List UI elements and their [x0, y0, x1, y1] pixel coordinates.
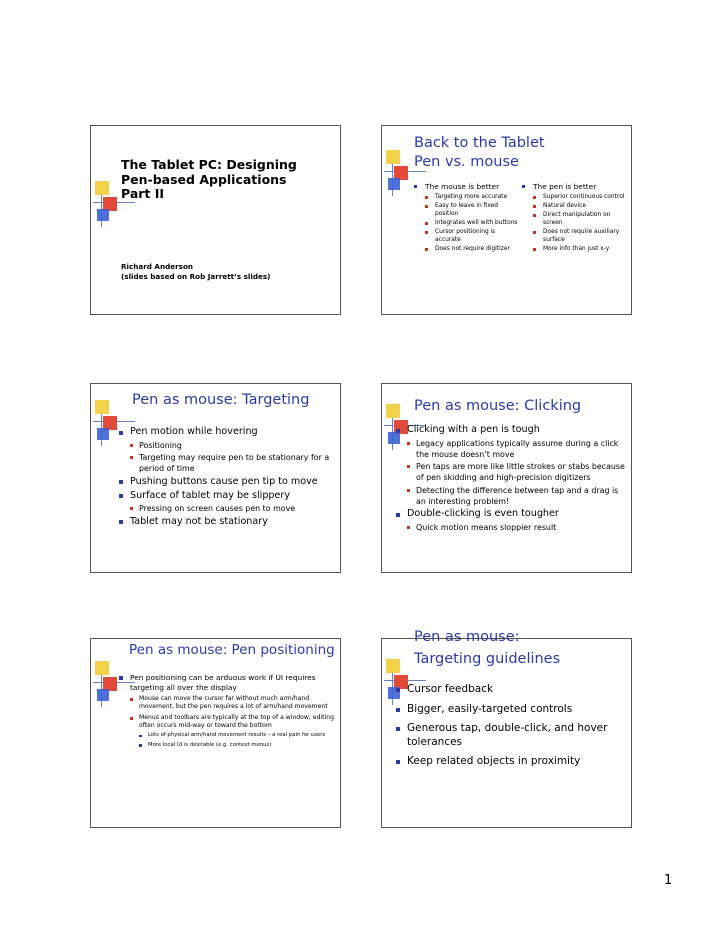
list-item: Bigger, easily-targeted controls: [396, 703, 626, 717]
list-item: Targeting more accurate: [425, 193, 522, 201]
list-item: Quick motion means sloppier result: [407, 522, 626, 533]
list-item: Double-clicking is even tougher Quick motion means sloppier result: [396, 508, 626, 533]
list-item: Does not require auxiliary surface: [533, 228, 630, 244]
pen-column: [522, 182, 630, 254]
list-item: Detecting the difference between tap and a drag is an interesting problem!: [407, 485, 626, 507]
list-item: Pen taps are more like little strokes or stabs because of pen skidding and high-precision digitizers: [407, 461, 626, 483]
list-item: Generous tap, double-click, and hover tolerances: [396, 722, 626, 749]
list-item: Legacy applications typically assume during a click the mouse doesn’t move: [407, 438, 626, 460]
list-item: Superior continuous control: [533, 193, 630, 201]
slide-2-title: Back to the Tablet Pen vs. mouse: [414, 135, 545, 170]
slide-1-title: The Tablet PC: Designing Pen-based Applications Part II: [121, 157, 297, 201]
slide-6-title: Pen as mouse: Targeting guidelines: [414, 629, 561, 667]
list-item: Keep related objects in proximity: [396, 755, 626, 769]
list-item: Pen motion while hovering Positioning Targeting may require pen to be stationary for a period of time: [119, 426, 334, 474]
list-item: Pushing buttons cause pen tip to move: [119, 476, 334, 489]
slide-6: [381, 629, 632, 828]
pen-heading: The pen is better Superior continuous control Natural device Direct manipulation on screen Does not require auxiliary surface More info than just x-y: [522, 182, 630, 253]
slide-3: [90, 383, 341, 573]
list-item: Cursor positioning is accurate: [425, 228, 522, 244]
list-item: Surface of tablet may be slippery Pressing on screen causes pen to move: [119, 490, 334, 515]
list-item: More info than just x-y: [533, 245, 630, 253]
mouse-heading: The mouse is better Targeting more accurate Easy to leave in fixed position Integrates well with buttons Cursor positioning is accurate Does not require digitizer: [414, 182, 522, 253]
slide-5-title: Pen as mouse: Pen positioning: [129, 642, 335, 658]
list-item: Targeting may require pen to be stationary for a period of time: [130, 452, 334, 474]
slide-4: [381, 383, 632, 573]
list-item: Menus and toolbars are typically at the top of a window; editing often occurs mid-way or toward the bottom Lots of physical arm/hand movement results – a real pain for users More local UI is desirable (e.g. context menus): [130, 714, 334, 750]
list-item: Natural device: [533, 202, 630, 210]
slide-1: [90, 125, 341, 315]
page-number: 1: [664, 873, 673, 888]
list-item: Pen positioning can be arduous work if UI requires targeting all over the display Mouse can move the cursor far without much arm/hand movement, but the pen requires a lot of arm/hand movement Menus and toolbars are typically at the top of a window; editing often occurs mid-way or toward the bottom Lots of physical arm/hand movement results – a real pain for users More local UI is desirable (e.g. context menus): [119, 673, 334, 749]
slide-4-title: Pen as mouse: Clicking: [414, 398, 582, 414]
list-item: Tablet may not be stationary: [119, 516, 334, 529]
list-item: Positioning: [130, 440, 334, 451]
list-item: Does not require digitizer: [425, 245, 522, 253]
list-item: Integrates well with buttons: [425, 219, 522, 227]
slide-2: [381, 125, 632, 315]
list-item: Mouse can move the cursor far without much arm/hand movement, but the pen requires a lot of arm/hand movement: [130, 695, 334, 712]
slide-3-title: Pen as mouse: Targeting: [132, 392, 310, 408]
list-item: More local UI is desirable (e.g. context menus): [139, 742, 334, 750]
list-item: Easy to leave in fixed position: [425, 202, 522, 218]
slide-5: [90, 638, 341, 828]
list-item: Lots of physical arm/hand movement results – a real pain for users: [139, 732, 334, 740]
mouse-column: [414, 182, 522, 254]
list-item: Clicking with a pen is tough Legacy applications typically assume during a click the mouse doesn’t move Pen taps are more like little strokes or stabs because of pen skidding and high-precision digitizers Detecting the difference between tap and a drag is an interesting problem!: [396, 424, 626, 507]
list-item: Pressing on screen causes pen to move: [130, 503, 334, 514]
slide-1-author: Richard Anderson (slides based on Rob Jarrett’s slides): [121, 262, 271, 281]
list-item: Cursor feedback: [396, 683, 626, 697]
list-item: Direct manipulation on screen: [533, 211, 630, 227]
